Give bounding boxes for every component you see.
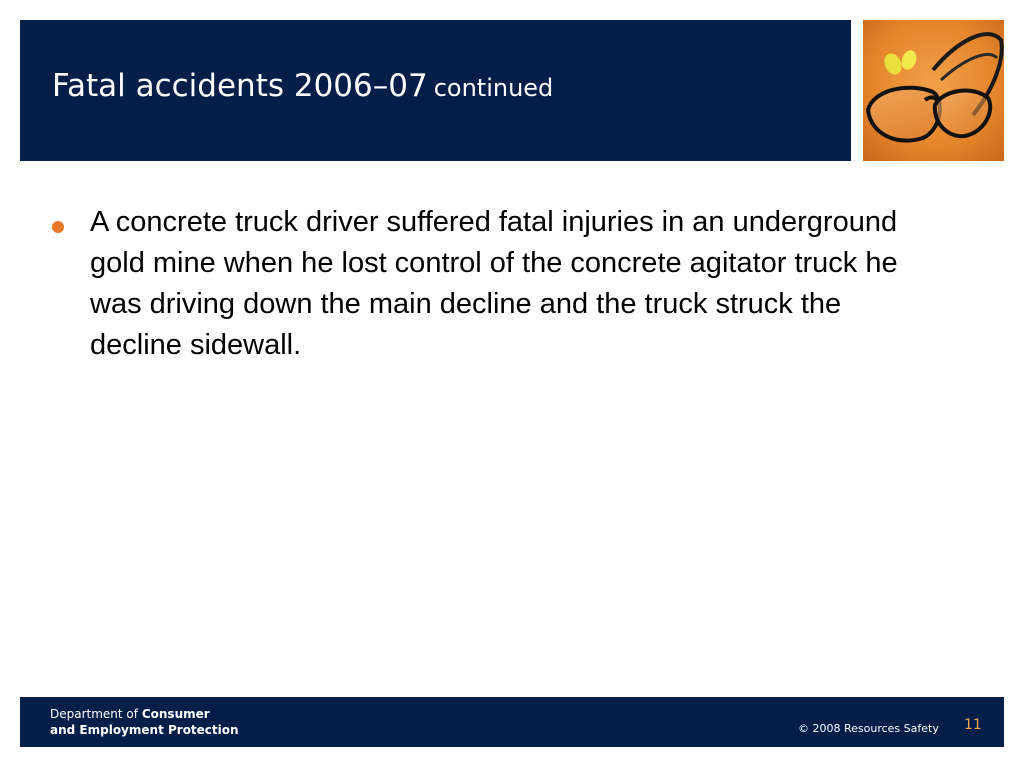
dept-bold-1: Consumer [141,707,210,721]
title-main: Fatal accidents 2006–07 [52,68,428,104]
dept-bold-2: and Employment Protection [50,723,239,737]
page-number: 11 [964,717,982,733]
dept-prefix: Department of [50,707,138,721]
title-continued: continued [433,74,554,102]
copyright-text: © 2008 Resources Safety [798,722,939,735]
footer-bar [20,697,1004,747]
photo-graphic [863,20,1004,161]
title-banner [20,20,851,161]
content-area [52,202,902,366]
bullet-text: A concrete truck driver suffered fatal injuries in an underground gold mine when he lost control of the concrete agitator truck he was driving down the main decline and the truck struck the decline sidewall. [90,206,898,361]
bullet-dot-icon [52,221,64,233]
bullet-item [52,202,902,366]
department-name [50,706,239,738]
page-title [52,68,553,104]
safety-glasses-earplugs-photo-icon [863,20,1004,161]
